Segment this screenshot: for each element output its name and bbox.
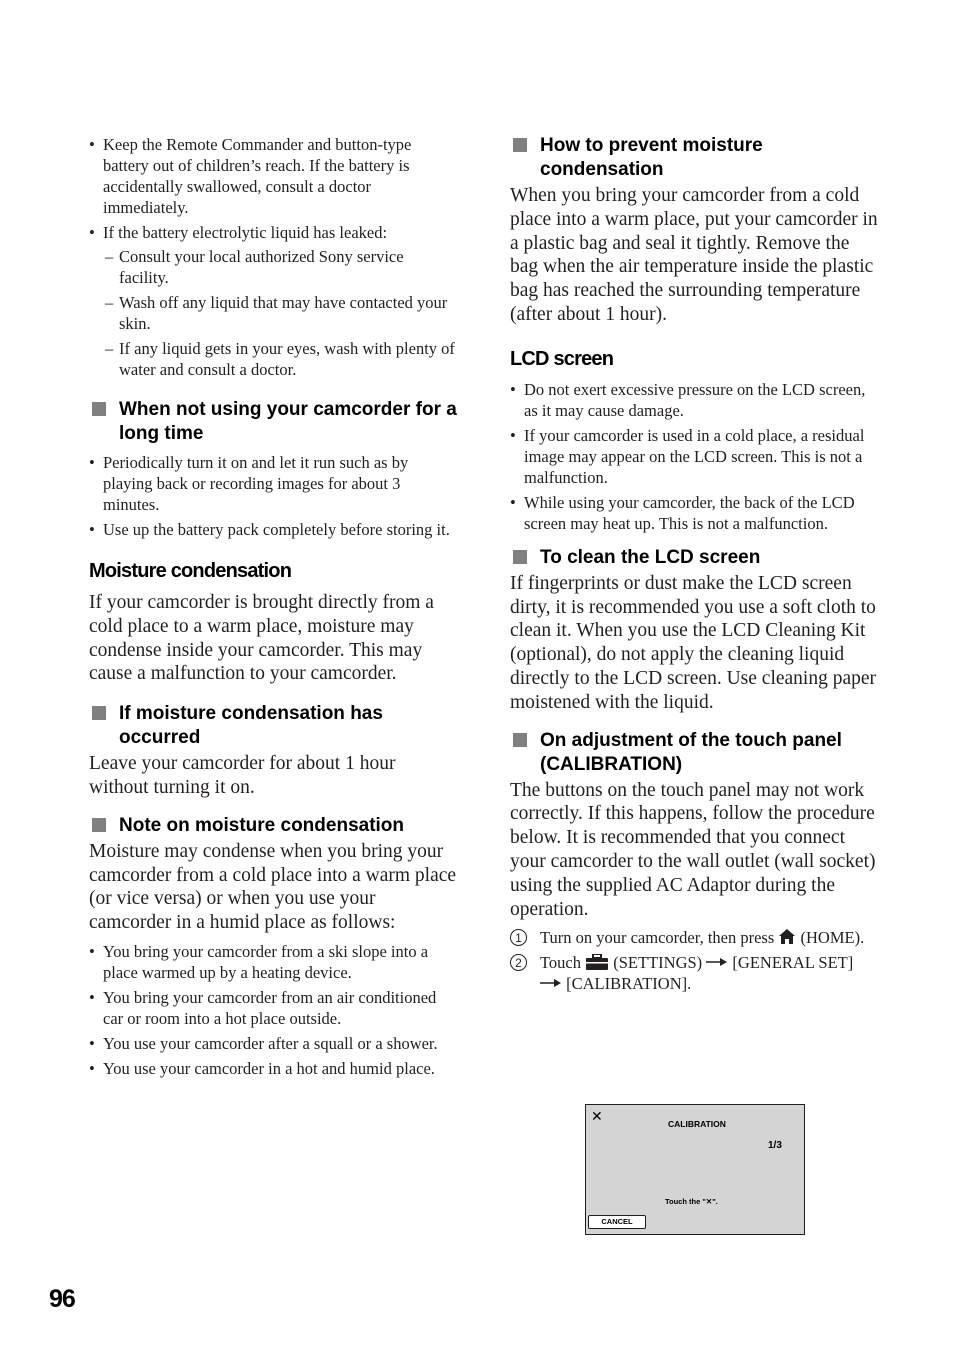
if-occurred-heading: If moisture condensation has occurred xyxy=(89,702,457,750)
battery-bullets xyxy=(89,134,457,380)
square-bullet-icon xyxy=(513,550,527,564)
list-item: • Periodically turn it on and let it run such as by playing back or recording images for about 3 minutes. xyxy=(89,452,457,515)
moisture-body: If your camcorder is brought directly from a cold place to a warm place, moisture may condense inside your camcorder. This may cause a malfunction to your camcorder. xyxy=(89,592,434,685)
arrow-right-icon xyxy=(706,957,728,967)
clean-heading: To clean the LCD screen xyxy=(510,546,882,570)
square-bullet-icon xyxy=(92,402,106,416)
moisture-heading: Moisture condensation xyxy=(89,560,292,582)
not-using-bullets xyxy=(89,452,457,540)
screen-title: CALIBRATION xyxy=(668,1119,726,1129)
if-occurred-body: Leave your camcorder for about 1 hour without turning it on. xyxy=(89,753,396,798)
step-number: 1 xyxy=(510,929,527,946)
right-column xyxy=(510,134,882,998)
screen-page-indicator: 1/3 xyxy=(768,1140,782,1151)
prevent-body: When you bring your camcorder from a cold place into a warm place, put your camcorder in a plastic bag and seal it tightly. Remove the bag when the air temperature inside the plastic bag has reached the surrounding temperature (after about 1 hour). xyxy=(510,185,878,325)
list-item: • If the battery electrolytic liquid has leaked: – Consult your local authorized Sony service facility. – Wash off any liquid that may have contacted your skin. – If any liquid gets in your eyes, wash with plenty of water and consult a doctor. xyxy=(89,222,457,380)
list-item: • Keep the Remote Commander and button-type battery out of children’s reach. If the battery is accidentally swallowed, consult a doctor immediately. xyxy=(89,134,457,218)
screen-hint: Touch the "✕". xyxy=(665,1197,718,1206)
close-icon: ✕ xyxy=(591,1109,603,1125)
arrow-right-icon xyxy=(540,978,562,988)
list-item: • You bring your camcorder from an air conditioned car or room into a hot place outside. xyxy=(89,987,457,1029)
list-item: – If any liquid gets in your eyes, wash with plenty of water and consult a doctor. xyxy=(103,338,457,380)
prevent-heading: How to prevent moisture condensation xyxy=(510,134,882,182)
leak-dashes xyxy=(103,246,457,380)
list-item: • You use your camcorder after a squall or a shower. xyxy=(89,1033,457,1054)
list-item: • You use your camcorder in a hot and humid place. xyxy=(89,1058,457,1079)
lcd-bullets xyxy=(510,379,882,534)
list-item: • If your camcorder is used in a cold place, a residual image may appear on the LCD screen. This is not a malfunction. xyxy=(510,425,882,488)
not-using-heading: When not using your camcorder for a long time xyxy=(89,398,457,446)
touch-panel-body: The buttons on the touch panel may not work correctly. If this happens, follow the procedure below. It is recommended that you connect your camcorder to the wall outlet (wall socket) using the supplied AC Adaptor during the operation. xyxy=(510,779,876,920)
note-heading: Note on moisture condensation xyxy=(89,814,457,838)
square-bullet-icon xyxy=(92,818,106,832)
step-item: 1 Turn on your camcorder, then press (HOME). xyxy=(510,927,882,948)
step-item: 2 Touch (SETTINGS) [GENERAL SET] [CALIBRATION]. xyxy=(510,952,882,994)
screen-cancel-button: CANCEL xyxy=(588,1215,646,1229)
list-item: • You bring your camcorder from a ski slope into a place warmed up by a heating device. xyxy=(89,941,457,983)
note-bullets xyxy=(89,941,457,1079)
clean-body: If fingerprints or dust make the LCD screen dirty, it is recommended you use a soft cloth to clean it. When you use the LCD Cleaning Kit (optional), do not apply the cleaning liquid directly to the LCD screen. Use cleaning paper moistened with the liquid. xyxy=(510,572,877,713)
list-item: • Do not exert excessive pressure on the LCD screen, as it may cause damage. xyxy=(510,379,882,421)
left-column xyxy=(89,134,457,1083)
calibration-steps xyxy=(510,927,882,994)
home-icon xyxy=(778,928,796,945)
touch-panel-heading: On adjustment of the touch panel (CALIBRATION) xyxy=(510,729,882,777)
calibration-screen-illustration xyxy=(585,1104,805,1235)
toolbox-settings-icon xyxy=(585,954,609,970)
page-number: 96 xyxy=(49,1285,75,1313)
list-item: • While using your camcorder, the back of the LCD screen may heat up. This is not a malfunction. xyxy=(510,492,882,534)
square-bullet-icon xyxy=(513,733,527,747)
lcd-heading: LCD screen xyxy=(510,347,614,370)
step-number: 2 xyxy=(510,954,527,971)
square-bullet-icon xyxy=(92,706,106,720)
list-item: • Use up the battery pack completely before storing it. xyxy=(89,519,457,540)
list-item: – Consult your local authorized Sony service facility. xyxy=(103,246,457,288)
note-body: Moisture may condense when you bring your camcorder from a cold place into a warm place (or vice versa) or when you use your camcorder in a humid place as follows: xyxy=(89,840,457,934)
square-bullet-icon xyxy=(513,138,527,152)
list-item: – Wash off any liquid that may have contacted your skin. xyxy=(103,292,457,334)
